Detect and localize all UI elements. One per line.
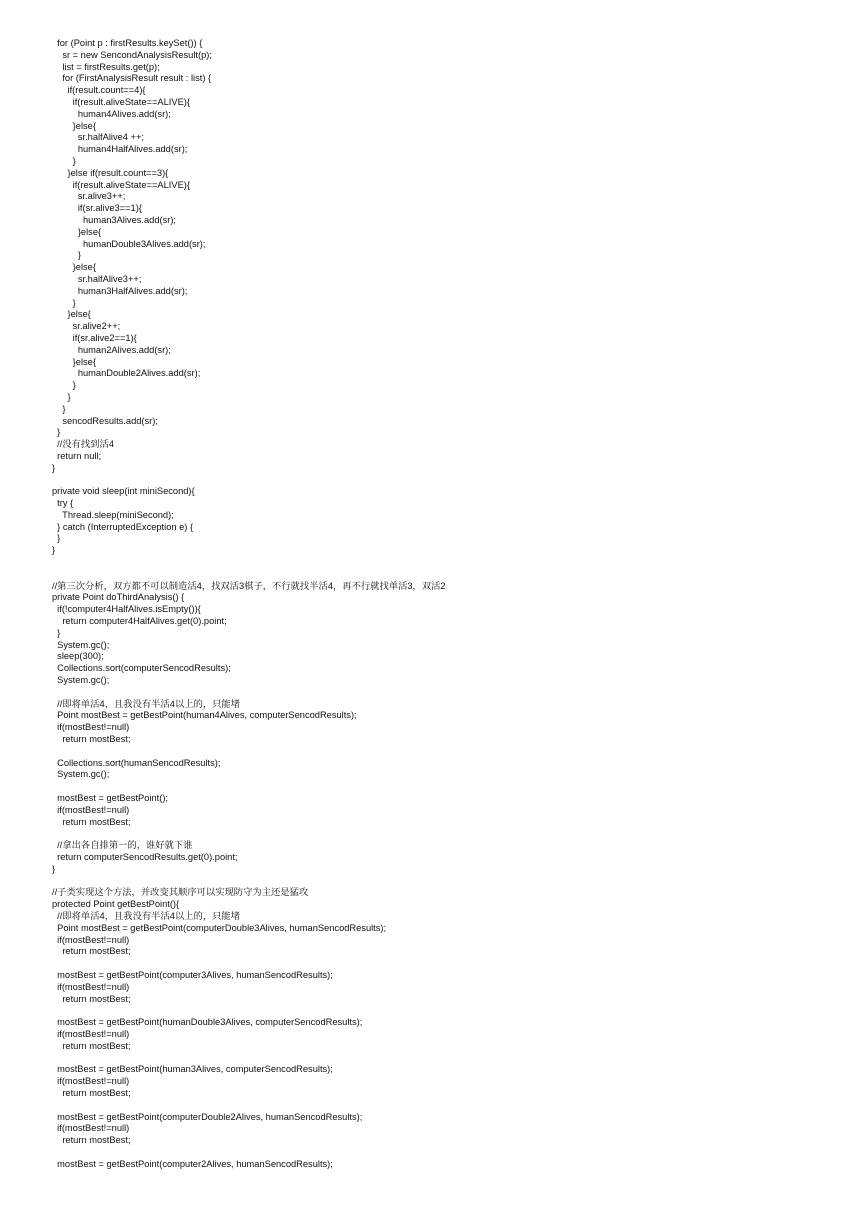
code-line: }else{	[52, 226, 102, 237]
code-line: sr.halfAlive4 ++;	[52, 132, 144, 143]
code-line	[52, 1100, 832, 1112]
code-line	[52, 781, 832, 793]
code-line: try {	[52, 498, 74, 509]
code-line: private void sleep(int miniSecond){	[52, 486, 195, 497]
code-line: return mostBest;	[52, 734, 131, 745]
code-line: sleep(300);	[52, 651, 104, 662]
code-line: if(result.aliveState==ALIVE){	[52, 179, 190, 190]
code-line: }else{	[52, 309, 91, 320]
code-line: humanDouble2Alives.add(sr);	[52, 368, 201, 379]
code-line: mostBest = getBestPoint(computerDouble2Alives, humanSencodResults);	[52, 1111, 363, 1122]
code-line: if(mostBest!=null)	[52, 934, 130, 945]
code-line: return mostBest;	[52, 1087, 131, 1098]
code-line: if(mostBest!=null)	[52, 1028, 130, 1039]
code-line: }	[52, 391, 71, 402]
code-line: if(result.count==4){	[52, 85, 146, 96]
code-line: return mostBest;	[52, 993, 131, 1004]
code-line: sr = new SencondAnalysisResult(p);	[52, 49, 212, 60]
code-line: }	[52, 863, 56, 874]
code-line: //拿出各自排第一的，谁好就下谁	[52, 840, 193, 851]
code-line: sr.alive3++;	[52, 191, 126, 202]
code-line: if(sr.alive2==1){	[52, 332, 137, 343]
code-line	[52, 828, 832, 840]
code-line: }	[52, 250, 81, 261]
code-line: //即将单活4，且我没有半活4以上的，只能堵	[52, 910, 241, 921]
code-line: }	[52, 627, 61, 638]
code-line: }else{	[52, 356, 96, 367]
code-line: humanDouble3Alives.add(sr);	[52, 238, 206, 249]
code-line	[52, 1147, 832, 1159]
code-line: if(!computer4HalfAlives.isEmpty()){	[52, 604, 201, 615]
code-line: mostBest = getBestPoint(computer3Alives, humanSencodResults);	[52, 969, 333, 980]
code-line: if(mostBest!=null)	[52, 804, 130, 815]
code-line: protected Point getBestPoint(){	[52, 899, 180, 910]
code-line: }	[52, 297, 76, 308]
code-line: if(mostBest!=null)	[52, 981, 130, 992]
code-line: return mostBest;	[52, 1135, 131, 1146]
code-line	[52, 569, 832, 581]
code-line: mostBest = getBestPoint(human3Alives, computerSencodResults);	[52, 1064, 333, 1075]
code-line	[52, 1053, 832, 1065]
code-line: if(mostBest!=null)	[52, 1123, 130, 1134]
code-line: if(mostBest!=null)	[52, 722, 130, 733]
code-line: for (FirstAnalysisResult result : list) {	[52, 73, 212, 84]
code-line: human3Alives.add(sr);	[52, 214, 177, 225]
code-line: }	[52, 533, 61, 544]
code-line: sr.halfAlive3++;	[52, 273, 142, 284]
code-line: human4HalfAlives.add(sr);	[52, 144, 188, 155]
code-line: return mostBest;	[52, 946, 131, 957]
code-line: if(sr.alive3==1){	[52, 203, 142, 214]
code-line: //即将单活4，且我没有半活4以上的，只能堵	[52, 698, 241, 709]
code-line: }	[52, 380, 76, 391]
code-line: }	[52, 545, 56, 556]
code-line: Thread.sleep(miniSecond);	[52, 509, 174, 520]
code-line	[52, 876, 832, 888]
code-line: mostBest = getBestPoint();	[52, 793, 169, 803]
code-line: Collections.sort(humanSencodResults);	[52, 757, 221, 768]
code-line	[52, 474, 832, 486]
code-line: return mostBest;	[52, 1040, 131, 1051]
code-line: return null;	[52, 450, 102, 461]
code-line: Collections.sort(computerSencodResults);	[52, 663, 231, 674]
code-line: //子类实现这个方法，并改变其顺序可以实现防守为主还是猛攻	[52, 887, 309, 898]
code-line: for (Point p : firstResults.keySet()) {	[52, 38, 203, 48]
code-line: private Point doThirdAnalysis() {	[52, 592, 185, 603]
code-line: }	[52, 427, 61, 438]
code-line	[52, 687, 832, 699]
code-line: System.gc();	[52, 675, 110, 686]
code-line: }	[52, 155, 76, 166]
code-line: return computer4HalfAlives.get(0).point;	[52, 616, 227, 627]
code-line: return mostBest;	[52, 816, 131, 827]
code-line: list = firstResults.get(p);	[52, 61, 160, 72]
code-line: //第三次分析，双方都不可以制造活4，找双活3棋子，不行就找半活4，再不行就找单活3，双活2	[52, 580, 446, 591]
code-line	[52, 1005, 832, 1017]
code-line: }else{	[52, 262, 96, 273]
code-line: sr.alive2++;	[52, 321, 121, 332]
code-line: System.gc();	[52, 769, 110, 780]
code-line: human4Alives.add(sr);	[52, 108, 171, 119]
code-line: if(result.aliveState==ALIVE){	[52, 96, 190, 107]
code-line: }else{	[52, 120, 96, 131]
code-line: System.gc();	[52, 639, 110, 650]
code-line	[52, 557, 832, 569]
code-line: Point mostBest = getBestPoint(computerDouble3Alives, humanSencodResults);	[52, 922, 387, 933]
code-line	[52, 958, 832, 970]
code-line: human2Alives.add(sr);	[52, 344, 171, 355]
code-line: return computerSencodResults.get(0).point;	[52, 851, 238, 862]
code-line: if(mostBest!=null)	[52, 1076, 130, 1087]
code-line: }else if(result.count==3){	[52, 167, 169, 178]
code-line: mostBest = getBestPoint(humanDouble3Alives, computerSencodResults);	[52, 1017, 363, 1028]
code-line: sencodResults.add(sr);	[52, 415, 158, 426]
code-line: }	[52, 462, 56, 473]
code-line: } catch (InterruptedException e) {	[52, 521, 194, 532]
code-line	[52, 746, 832, 758]
code-listing	[52, 38, 832, 1171]
code-line: mostBest = getBestPoint(computer2Alives, humanSencodResults);	[52, 1158, 333, 1169]
code-line: human3HalfAlives.add(sr);	[52, 285, 188, 296]
code-line: Point mostBest = getBestPoint(human4Alives, computerSencodResults);	[52, 710, 357, 721]
code-line: }	[52, 403, 66, 414]
code-line: //没有找到活4	[52, 439, 114, 450]
